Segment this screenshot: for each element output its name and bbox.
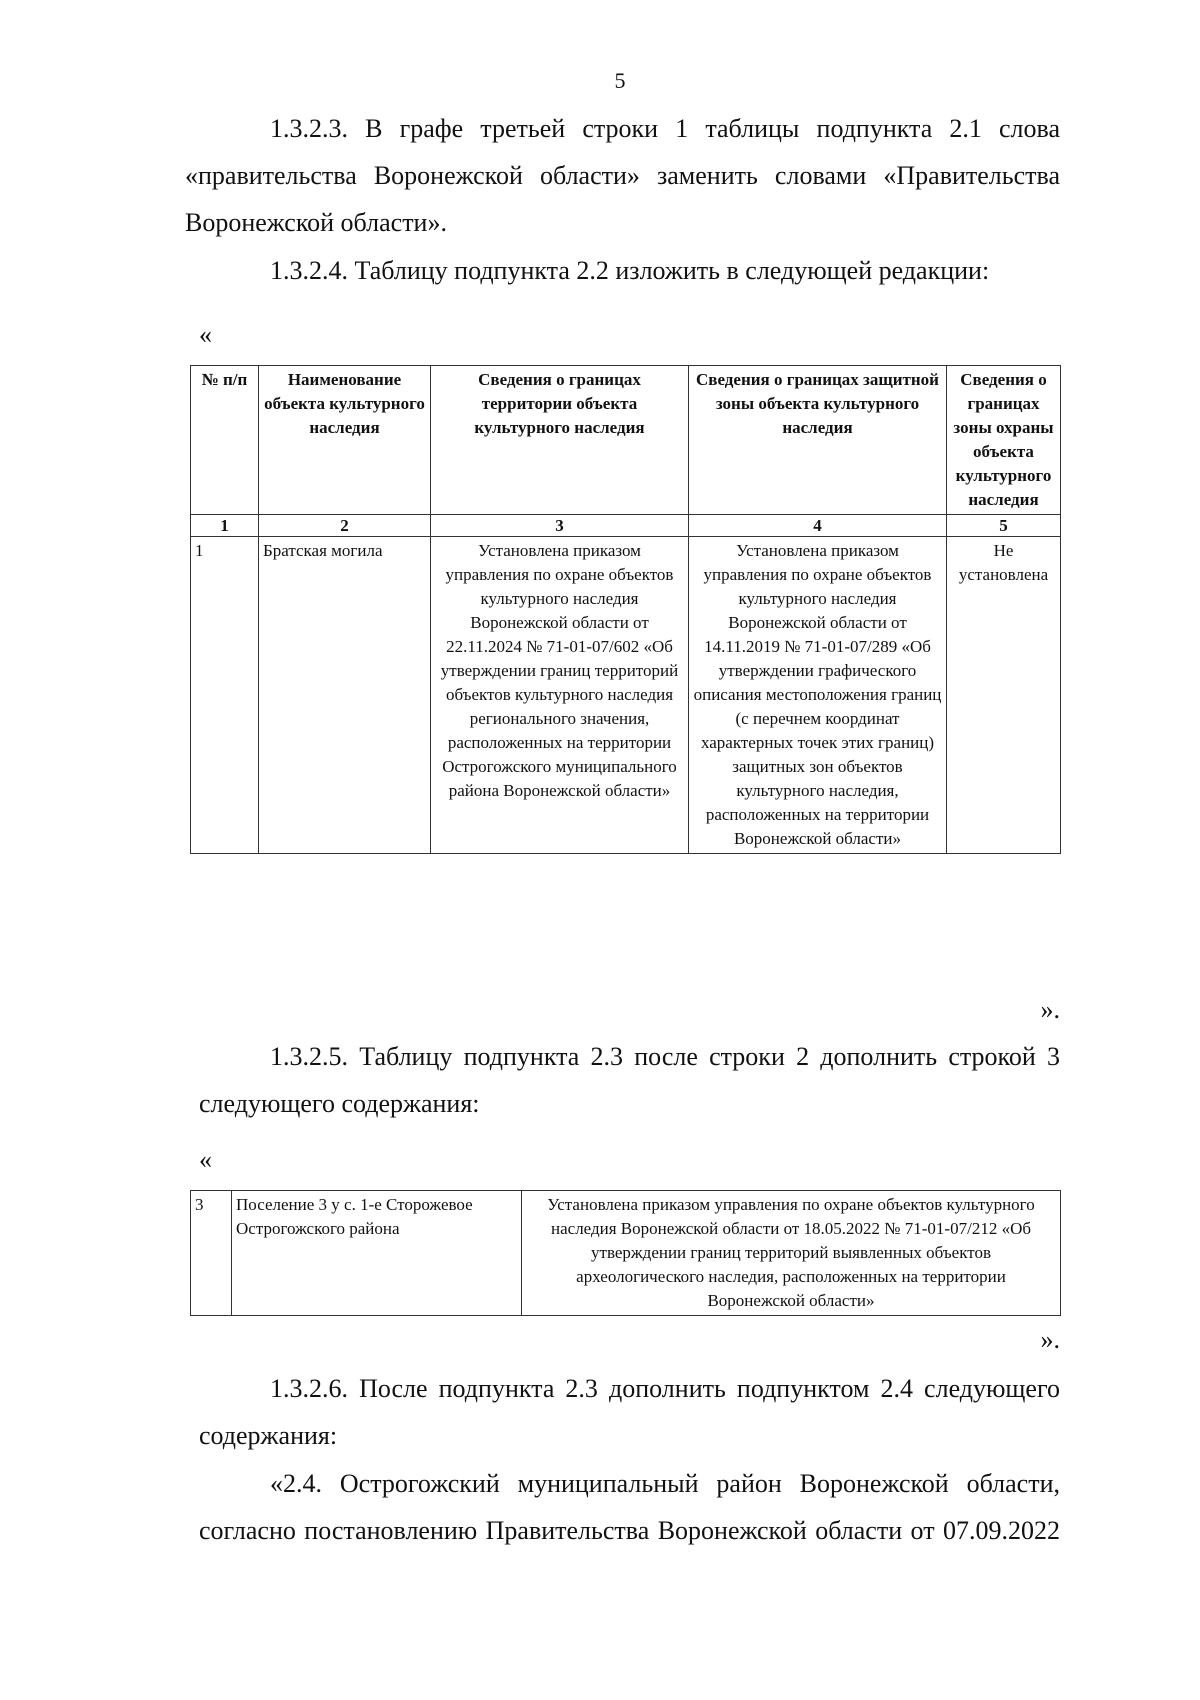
paragraph-3-line-1: 1.3.2.5. Таблицу подпункта 2.3 после строки 2 дополнить строкой 3 — [270, 1042, 1060, 1071]
paragraph-3-line-2: следующего содержания: — [199, 1089, 480, 1118]
protective-zone-info: Установлена приказом управления по охране объектов культурного наследия Воронежской области от 14.11.2019 № 71-01-07/289 «Об утверждении графического описания местоположения границ (с перечнем координат характерных точек этих границ) защитных зон объектов культурного наследия, расположенных на территории Воронежской области» — [689, 537, 947, 854]
column-number: 4 — [689, 515, 947, 537]
paragraph-1-line-2: «правительства Воронежской области» заменить словами «Правительства — [185, 161, 1060, 190]
paragraph-4-line-1: 1.3.2.6. После подпункта 2.3 дополнить подпунктом 2.4 следующего — [270, 1374, 1060, 1403]
close-quote-1: ». — [1040, 995, 1060, 1024]
security-zone-info: Не установлена — [947, 537, 1061, 854]
column-number: 2 — [259, 515, 431, 537]
territory-info: Установлена приказом управления по охране объектов культурного наследия Воронежской области от 18.05.2022 № 71-01-07/212 «Об утверждении границ территорий выявленных объектов археологического наследия, расположенных на территории Воронежской области» — [522, 1191, 1061, 1316]
paragraph-1-line-3: Воронежской области». — [185, 208, 447, 237]
paragraph-2: 1.3.2.4. Таблицу подпункта 2.2 изложить в следующей редакции: — [270, 256, 990, 285]
added-row-table — [190, 1190, 1061, 1316]
territory-info: Установлена приказом управления по охране объектов культурного наследия Воронежской области от 22.11.2024 № 71-01-07/602 «Об утверждении границ территорий объектов культурного наследия регионального значения, расположенных на территории Острогожского муниципального района Воронежской области» — [431, 537, 689, 854]
column-number: 1 — [191, 515, 259, 537]
table-row — [191, 1191, 1061, 1316]
row-number: 3 — [191, 1191, 232, 1316]
paragraph-4-line-2: содержания: — [199, 1421, 338, 1450]
header-security-zone: Сведения о границах зоны охраны объекта культурного наследия — [947, 366, 1061, 515]
heritage-table — [190, 365, 1061, 854]
header-number: № п/п — [191, 366, 259, 515]
column-number: 5 — [947, 515, 1061, 537]
row-number: 1 — [191, 537, 259, 854]
paragraph-1-line-1: 1.3.2.3. В графе третьей строки 1 таблицы подпункта 2.1 слова — [270, 114, 1060, 143]
header-territory: Сведения о границах территории объекта культурного наследия — [431, 366, 689, 515]
paragraph-5-line-2: согласно постановлению Правительства Воронежской области от 07.09.2022 — [199, 1516, 1060, 1545]
open-quote-2: « — [199, 1145, 212, 1174]
header-protective-zone: Сведения о границах защитной зоны объекта культурного наследия — [689, 366, 947, 515]
page-number: 5 — [614, 68, 626, 93]
object-name: Поселение 3 у с. 1-е Сторожевое Острогожского района — [232, 1191, 522, 1316]
column-number-row — [191, 515, 1061, 537]
open-quote-1: « — [199, 320, 212, 349]
close-quote-2: ». — [1040, 1325, 1060, 1354]
object-name: Братская могила — [259, 537, 431, 854]
header-name: Наименование объекта культурного наследия — [259, 366, 431, 515]
table-header-row — [191, 366, 1061, 515]
paragraph-5-line-1: «2.4. Острогожский муниципальный район Воронежской области, — [270, 1469, 1060, 1498]
table-row — [191, 537, 1061, 854]
column-number: 3 — [431, 515, 689, 537]
